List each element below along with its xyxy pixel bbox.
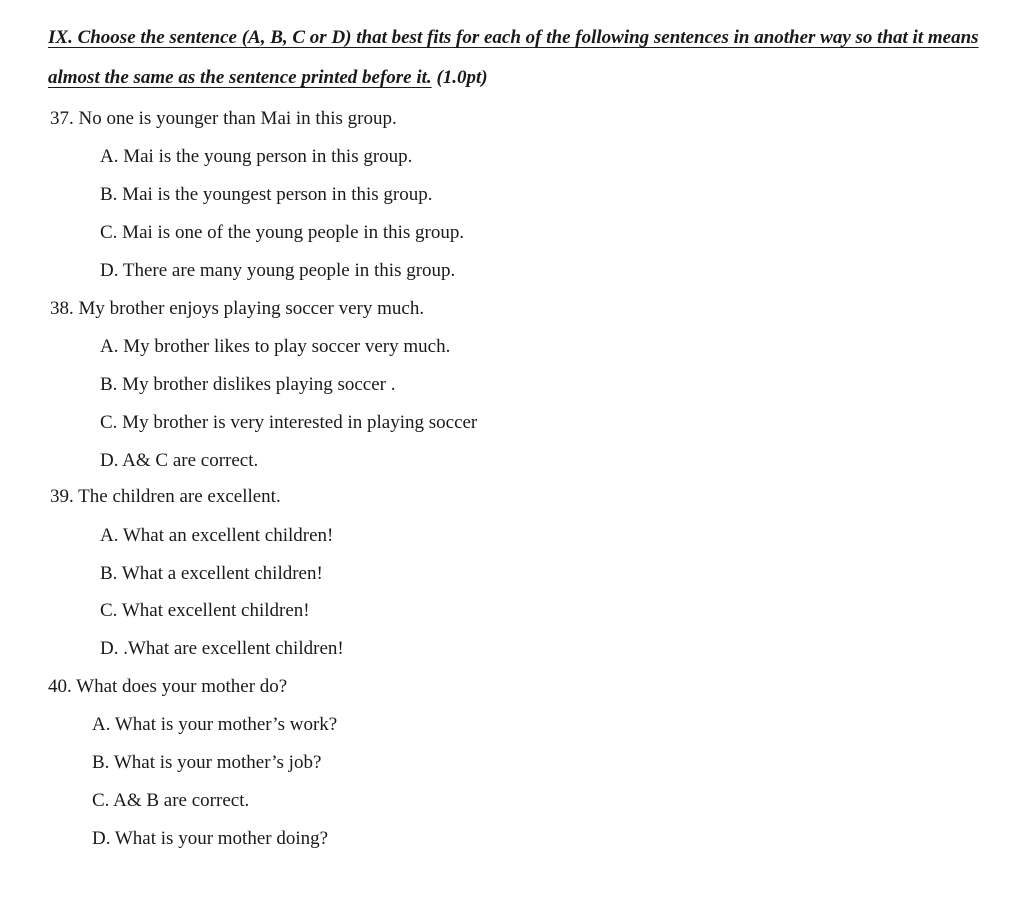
question-37-option-a: A. Mai is the young person in this group. — [100, 146, 413, 167]
question-40-option-c: C. A& B are correct. — [92, 790, 250, 811]
question-40-option-d: D. What is your mother doing? — [92, 828, 329, 849]
section-instruction — [48, 18, 1008, 98]
question-37-option-b: B. Mai is the youngest person in this group. — [100, 184, 433, 205]
question-38-option-c: C. My brother is very interested in playing soccer — [100, 412, 478, 433]
instruction-text: IX. Choose the sentence (A, B, C or D) that best fits for each of the following sentences in another way so that it means almost the same as the sentence printed before it. — [48, 27, 979, 88]
question-38-option-d: D. A& C are correct. — [100, 450, 259, 471]
question-39-option-c: C. What excellent children! — [100, 600, 310, 621]
question-37-option-c: C. Mai is one of the young people in this group. — [100, 222, 465, 243]
question-38-option-a: A. My brother likes to play soccer very much. — [100, 336, 451, 357]
question-38-option-b: B. My brother dislikes playing soccer . — [100, 374, 396, 395]
instruction-points: (1.0pt) — [436, 67, 488, 88]
question-39-option-b: B. What a excellent children! — [100, 563, 323, 584]
question-40-prompt: 40. What does your mother do? — [48, 676, 288, 697]
question-39-prompt: 39. The children are excellent. — [50, 486, 281, 507]
question-39-option-a: A. What an excellent children! — [100, 525, 334, 546]
question-37-option-d: D. There are many young people in this group. — [100, 260, 456, 281]
question-37-prompt: 37. No one is younger than Mai in this group. — [50, 108, 397, 129]
question-39-option-d: D. .What are excellent children! — [100, 638, 344, 659]
question-40-option-b: B. What is your mother’s job? — [92, 752, 322, 773]
question-38-prompt: 38. My brother enjoys playing soccer very much. — [50, 298, 425, 319]
question-40-option-a: A. What is your mother’s work? — [92, 714, 338, 735]
